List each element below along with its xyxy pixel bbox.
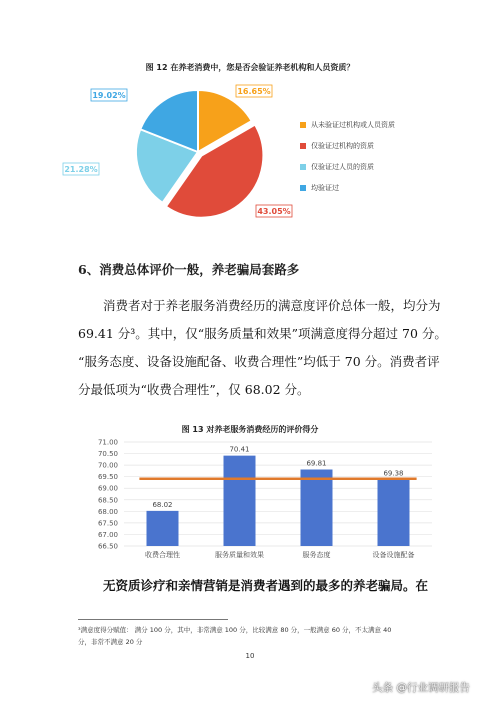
footnote-divider: [78, 619, 228, 620]
pie-data-label: [63, 163, 99, 175]
y-tick-label: 69.00: [97, 484, 118, 493]
bar: [378, 479, 410, 546]
bar-chart-svg: [80, 434, 440, 570]
footnote-line: 分，非常不满意 20 分: [78, 638, 143, 646]
bar: [147, 511, 179, 546]
paragraph-line: “服务态度、设备设施配备、收费合理性”均低于 70 分。消费者评: [78, 354, 440, 369]
paragraph-line: 分最低项为“收费合理性”，仅 68.02 分。: [78, 382, 310, 397]
pie-data-label: [236, 85, 272, 97]
legend-swatch: [300, 143, 306, 149]
pie-label-text: 21.28%: [64, 165, 98, 174]
pie-legend: [300, 114, 395, 198]
pie-data-label: [256, 205, 292, 217]
legend-swatch: [300, 164, 306, 170]
legend-label: 仅验证过机构的资质: [311, 141, 374, 150]
y-tick-label: 70.00: [97, 461, 118, 470]
y-tick-label: 67.50: [97, 519, 118, 528]
legend-item: [300, 156, 395, 177]
legend-swatch: [300, 185, 306, 191]
paragraph-line: 69.41 分³。其中，仅“服务质量和效果”项满意度得分超过 70 分。: [78, 326, 447, 341]
paragraph-1: [78, 292, 447, 404]
bar-value-label: 68.02: [152, 500, 173, 509]
x-tick-label: 服务态度: [302, 551, 331, 559]
y-tick-label: 70.50: [97, 450, 118, 459]
paragraph-2: [78, 572, 430, 600]
y-tick-label: 69.50: [97, 473, 118, 482]
y-tick-label: 66.50: [97, 542, 118, 551]
y-tick-label: 67.00: [97, 530, 118, 539]
bar: [224, 456, 256, 546]
bar-value-label: 70.41: [229, 445, 250, 454]
figure-12-caption: 图 12 在养老消费中，您是否会验证养老机构和人员资质？: [145, 63, 355, 72]
footnote: [78, 624, 428, 648]
figure-13-caption: 图 13 对养老服务消费经历的评价得分: [181, 425, 319, 434]
legend-label: 从未验证过机构或人员资质: [311, 120, 395, 129]
pie-label-text: 16.65%: [237, 87, 271, 96]
section-heading: 6、消费总体评价一般，养老骗局套路多: [78, 262, 300, 277]
paragraph-line: 消费者对于养老服务消费经历的满意度评价总体一般，均分为: [103, 298, 441, 313]
x-tick-label: 收费合理性: [145, 551, 180, 559]
bar: [301, 470, 333, 546]
bar-value-label: 69.38: [383, 469, 404, 478]
paragraph-line: 无资质诊疗和亲情营销是消费者遇到的最多的养老骗局。在: [103, 578, 429, 593]
y-tick-label: 68.00: [97, 507, 118, 516]
y-tick-label: 71.00: [97, 438, 118, 447]
page-number: 10: [245, 652, 255, 660]
legend-swatch: [300, 122, 306, 128]
footnote-line: ³满意度得分赋值： 满分 100 分，其中，非常满意 100 分，比较满意 80 分，一般满意 60 分，不太满意 40: [78, 626, 392, 634]
watermark: 头条 @行业调研报告: [372, 682, 470, 694]
y-tick-label: 68.50: [97, 496, 118, 505]
legend-label: 仅验证过人员的资质: [311, 162, 374, 171]
pie-label-text: 43.05%: [257, 207, 291, 216]
legend-item: [300, 135, 395, 156]
x-tick-label: 设备设施配备: [372, 551, 415, 559]
x-tick-label: 服务质量和效果: [215, 551, 264, 559]
bar-value-label: 69.81: [306, 459, 327, 468]
pie-label-text: 19.02%: [92, 91, 126, 100]
pie-data-label: [91, 89, 127, 101]
legend-item: [300, 177, 395, 198]
bar-chart: [80, 434, 440, 570]
legend-label: 均验证过: [311, 183, 339, 192]
legend-item: [300, 114, 395, 135]
